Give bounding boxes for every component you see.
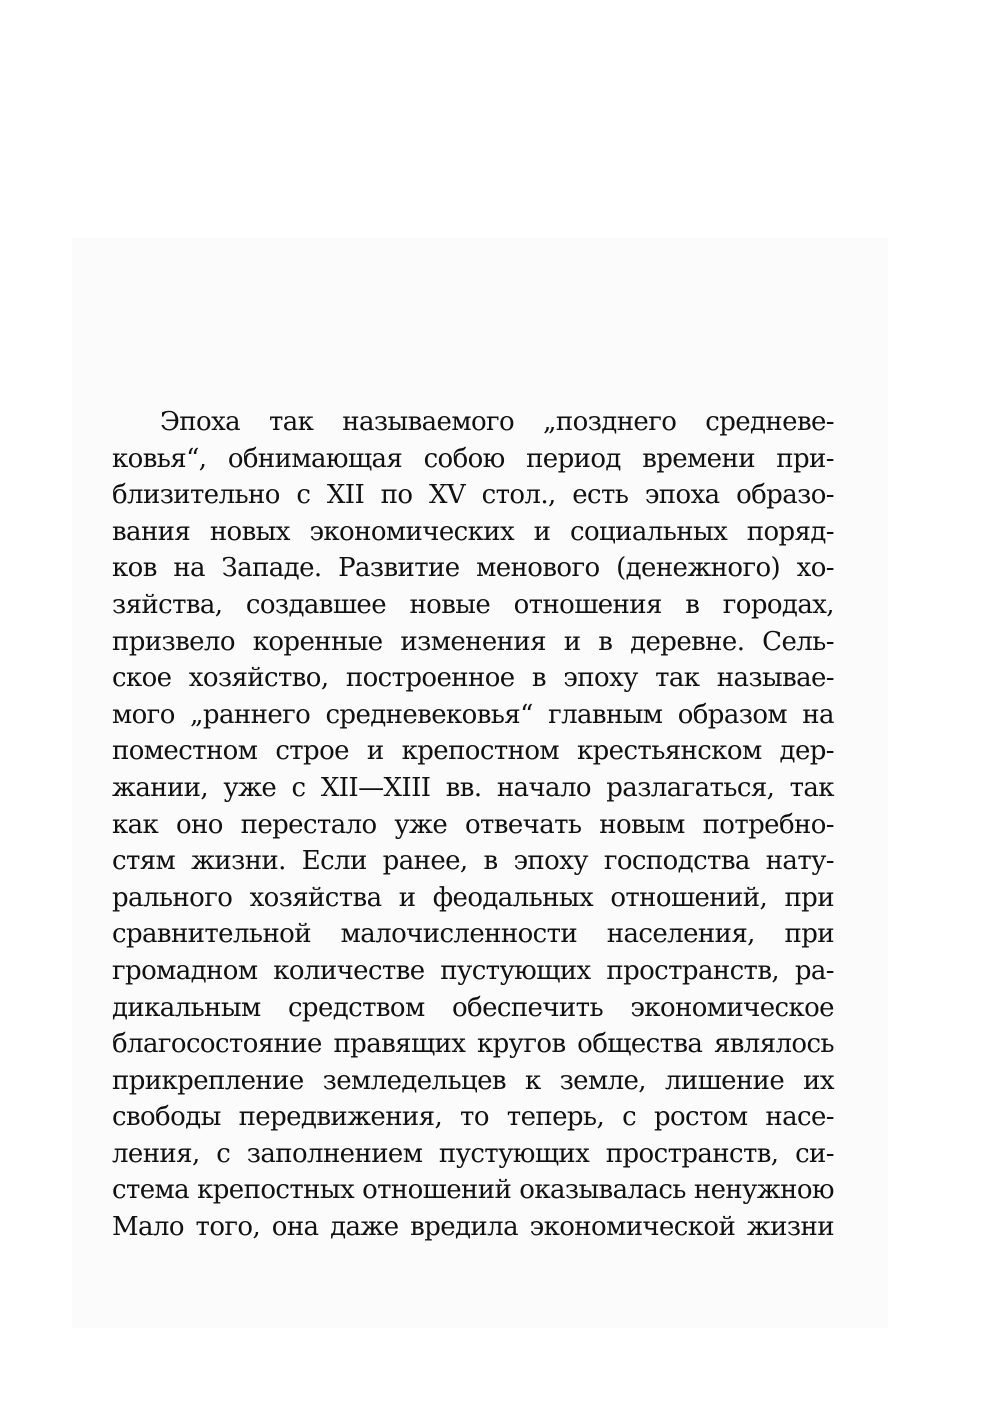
word: дикальным <box>112 992 261 1023</box>
word: создавшее <box>245 589 386 620</box>
word: она <box>271 1212 319 1243</box>
word: как <box>112 809 159 840</box>
word: в <box>598 626 613 657</box>
word: собою <box>423 443 505 474</box>
text-line <box>112 1026 834 1063</box>
word: „позднего <box>543 407 677 437</box>
word: отвечать <box>464 809 582 840</box>
word: экономических <box>309 516 515 547</box>
word: ранее, <box>382 846 468 877</box>
word: вв. <box>445 772 482 803</box>
word: XII—XIII <box>320 772 431 803</box>
word: в <box>685 589 700 620</box>
word: средством <box>287 992 425 1023</box>
word: крепостном <box>401 736 560 767</box>
word: крепостных <box>197 1175 355 1206</box>
word: Эпоха <box>160 407 241 437</box>
word: ростом <box>653 1102 748 1133</box>
word: вания <box>112 516 191 547</box>
word: и <box>398 882 416 913</box>
word: ковья“, <box>112 443 207 474</box>
text-line <box>112 990 834 1027</box>
word: менового <box>476 553 600 584</box>
word: отношения <box>513 589 662 620</box>
word: к <box>524 1065 541 1096</box>
word: Мало <box>112 1212 184 1243</box>
word: хо- <box>796 553 834 584</box>
word: являлось <box>713 1029 834 1060</box>
text-line <box>112 404 834 441</box>
word: правящих <box>333 1029 466 1060</box>
word: социальных <box>570 516 728 547</box>
word: малочисленности <box>340 919 578 950</box>
word: называемого <box>342 407 515 437</box>
word: оно <box>175 809 223 840</box>
word: си- <box>795 1138 834 1169</box>
word: сравнительной <box>112 919 311 950</box>
word: ков <box>112 553 157 584</box>
word: по <box>380 480 413 511</box>
word: дер- <box>779 736 834 767</box>
word: прикрепление <box>112 1065 304 1096</box>
word: отношений, <box>610 882 768 913</box>
word: благосостояние <box>112 1029 322 1060</box>
text-line <box>112 953 834 990</box>
word: призвело <box>112 626 235 657</box>
word: эпоха <box>644 480 720 511</box>
word: при <box>784 882 834 913</box>
text-line <box>112 1172 834 1209</box>
word: экономическое <box>630 992 834 1023</box>
word: уже <box>394 809 448 840</box>
word: передвижения, <box>238 1102 443 1133</box>
word: на <box>173 553 205 584</box>
word: их <box>803 1065 834 1096</box>
word: лишение <box>664 1065 785 1096</box>
word: жизни <box>746 1212 834 1243</box>
word: жании, <box>112 772 209 803</box>
word: поряд- <box>746 516 834 547</box>
word: то <box>460 1102 489 1133</box>
word: количестве <box>273 955 425 986</box>
word: стям <box>112 846 176 877</box>
word: на <box>802 699 834 730</box>
word: XV <box>429 480 466 511</box>
word: громадном <box>112 955 258 986</box>
word: в <box>483 846 498 877</box>
word: земле, <box>559 1065 646 1096</box>
word: отношений <box>362 1175 512 1206</box>
word: и <box>563 626 581 657</box>
word: пустующих <box>440 955 591 986</box>
text-line <box>112 880 834 917</box>
word: с <box>291 772 306 803</box>
word: теперь, <box>506 1102 605 1133</box>
word: господства <box>603 846 750 877</box>
word: хозяйство, <box>188 663 329 694</box>
word: разлагаться, <box>606 772 775 803</box>
word: крестьянском <box>576 736 762 767</box>
word: с <box>622 1102 637 1133</box>
text-line <box>112 550 834 587</box>
word: средневе- <box>705 407 834 437</box>
word: жизни. <box>191 846 286 877</box>
word: времени <box>642 443 755 474</box>
word: мого <box>112 699 175 730</box>
word: главным <box>548 699 663 730</box>
text-line <box>112 514 834 551</box>
word: рального <box>112 882 233 913</box>
word: ления, <box>112 1138 200 1169</box>
word: изменения <box>400 626 546 657</box>
word: поместном <box>112 736 258 767</box>
word: период <box>526 443 621 474</box>
word: Сель- <box>762 626 834 657</box>
word: пространств, <box>605 1138 779 1169</box>
word: пустующих <box>438 1138 590 1169</box>
text-line <box>112 733 834 770</box>
word: обнимающая <box>227 443 403 474</box>
word: при <box>784 919 834 950</box>
word: средневековья“ <box>325 699 533 730</box>
word: феодальных <box>432 882 594 913</box>
word: (денежного) <box>616 553 781 584</box>
word: нату- <box>765 846 834 877</box>
word: и <box>366 736 384 767</box>
word: так <box>269 407 314 437</box>
word: Развитие <box>338 553 460 584</box>
text-line <box>112 441 834 478</box>
word: насе- <box>765 1102 834 1133</box>
word: новые <box>409 589 491 620</box>
word: образом <box>677 699 788 730</box>
word: коренные <box>252 626 383 657</box>
text-line <box>112 660 834 697</box>
word: общества <box>577 1029 703 1060</box>
word: „раннего <box>190 699 311 730</box>
paragraph <box>112 404 834 1246</box>
word: Западе. <box>221 553 322 584</box>
text-line <box>112 1063 834 1100</box>
word: уже <box>223 772 277 803</box>
word: ское <box>112 663 172 694</box>
word: называе- <box>716 663 834 694</box>
word: вредила <box>410 1212 518 1243</box>
word: эпоху <box>513 846 588 877</box>
text-line <box>112 1099 834 1136</box>
word: так <box>789 772 834 803</box>
word: с <box>296 480 311 511</box>
text-line <box>112 916 834 953</box>
word: ненужною <box>693 1175 834 1206</box>
text-line <box>112 770 834 807</box>
word: стол., <box>481 480 556 511</box>
word: пространств, <box>606 955 780 986</box>
word: в <box>531 663 546 694</box>
word: и <box>533 516 551 547</box>
word: ра- <box>794 955 834 986</box>
text-line <box>112 1136 834 1173</box>
word: Если <box>301 846 367 877</box>
word: свободы <box>112 1102 221 1133</box>
word: деревне. <box>630 626 745 657</box>
text-line <box>112 587 834 624</box>
word: новым <box>599 809 685 840</box>
word: начало <box>496 772 591 803</box>
word: стема <box>112 1175 190 1206</box>
word: есть <box>572 480 629 511</box>
word: XII <box>326 480 365 511</box>
word: зяйства, <box>112 589 223 620</box>
word: экономической <box>529 1212 736 1243</box>
word: оказывалась <box>519 1175 686 1206</box>
word: земледельцев <box>322 1065 506 1096</box>
word: хозяйства <box>249 882 382 913</box>
text-line <box>112 624 834 661</box>
text-line <box>112 807 834 844</box>
word: образо- <box>736 480 834 511</box>
text-line <box>112 843 834 880</box>
word: с <box>216 1138 231 1169</box>
text-line <box>112 697 834 734</box>
word: кругов <box>476 1029 566 1060</box>
word: населения, <box>606 919 755 950</box>
word: даже <box>330 1212 399 1243</box>
word: близительно <box>112 480 280 511</box>
word: строе <box>275 736 349 767</box>
word: построенное <box>345 663 515 694</box>
word: эпоху <box>563 663 638 694</box>
word: того, <box>195 1212 261 1243</box>
word: городах, <box>722 589 834 620</box>
word: обеспечить <box>451 992 603 1023</box>
text-line <box>112 477 834 514</box>
word: потребно- <box>702 809 834 840</box>
word: перестало <box>240 809 377 840</box>
word: при- <box>776 443 834 474</box>
word: новых <box>209 516 290 547</box>
word: заполнением <box>246 1138 423 1169</box>
text-line <box>112 1209 834 1246</box>
word: так <box>655 663 700 694</box>
